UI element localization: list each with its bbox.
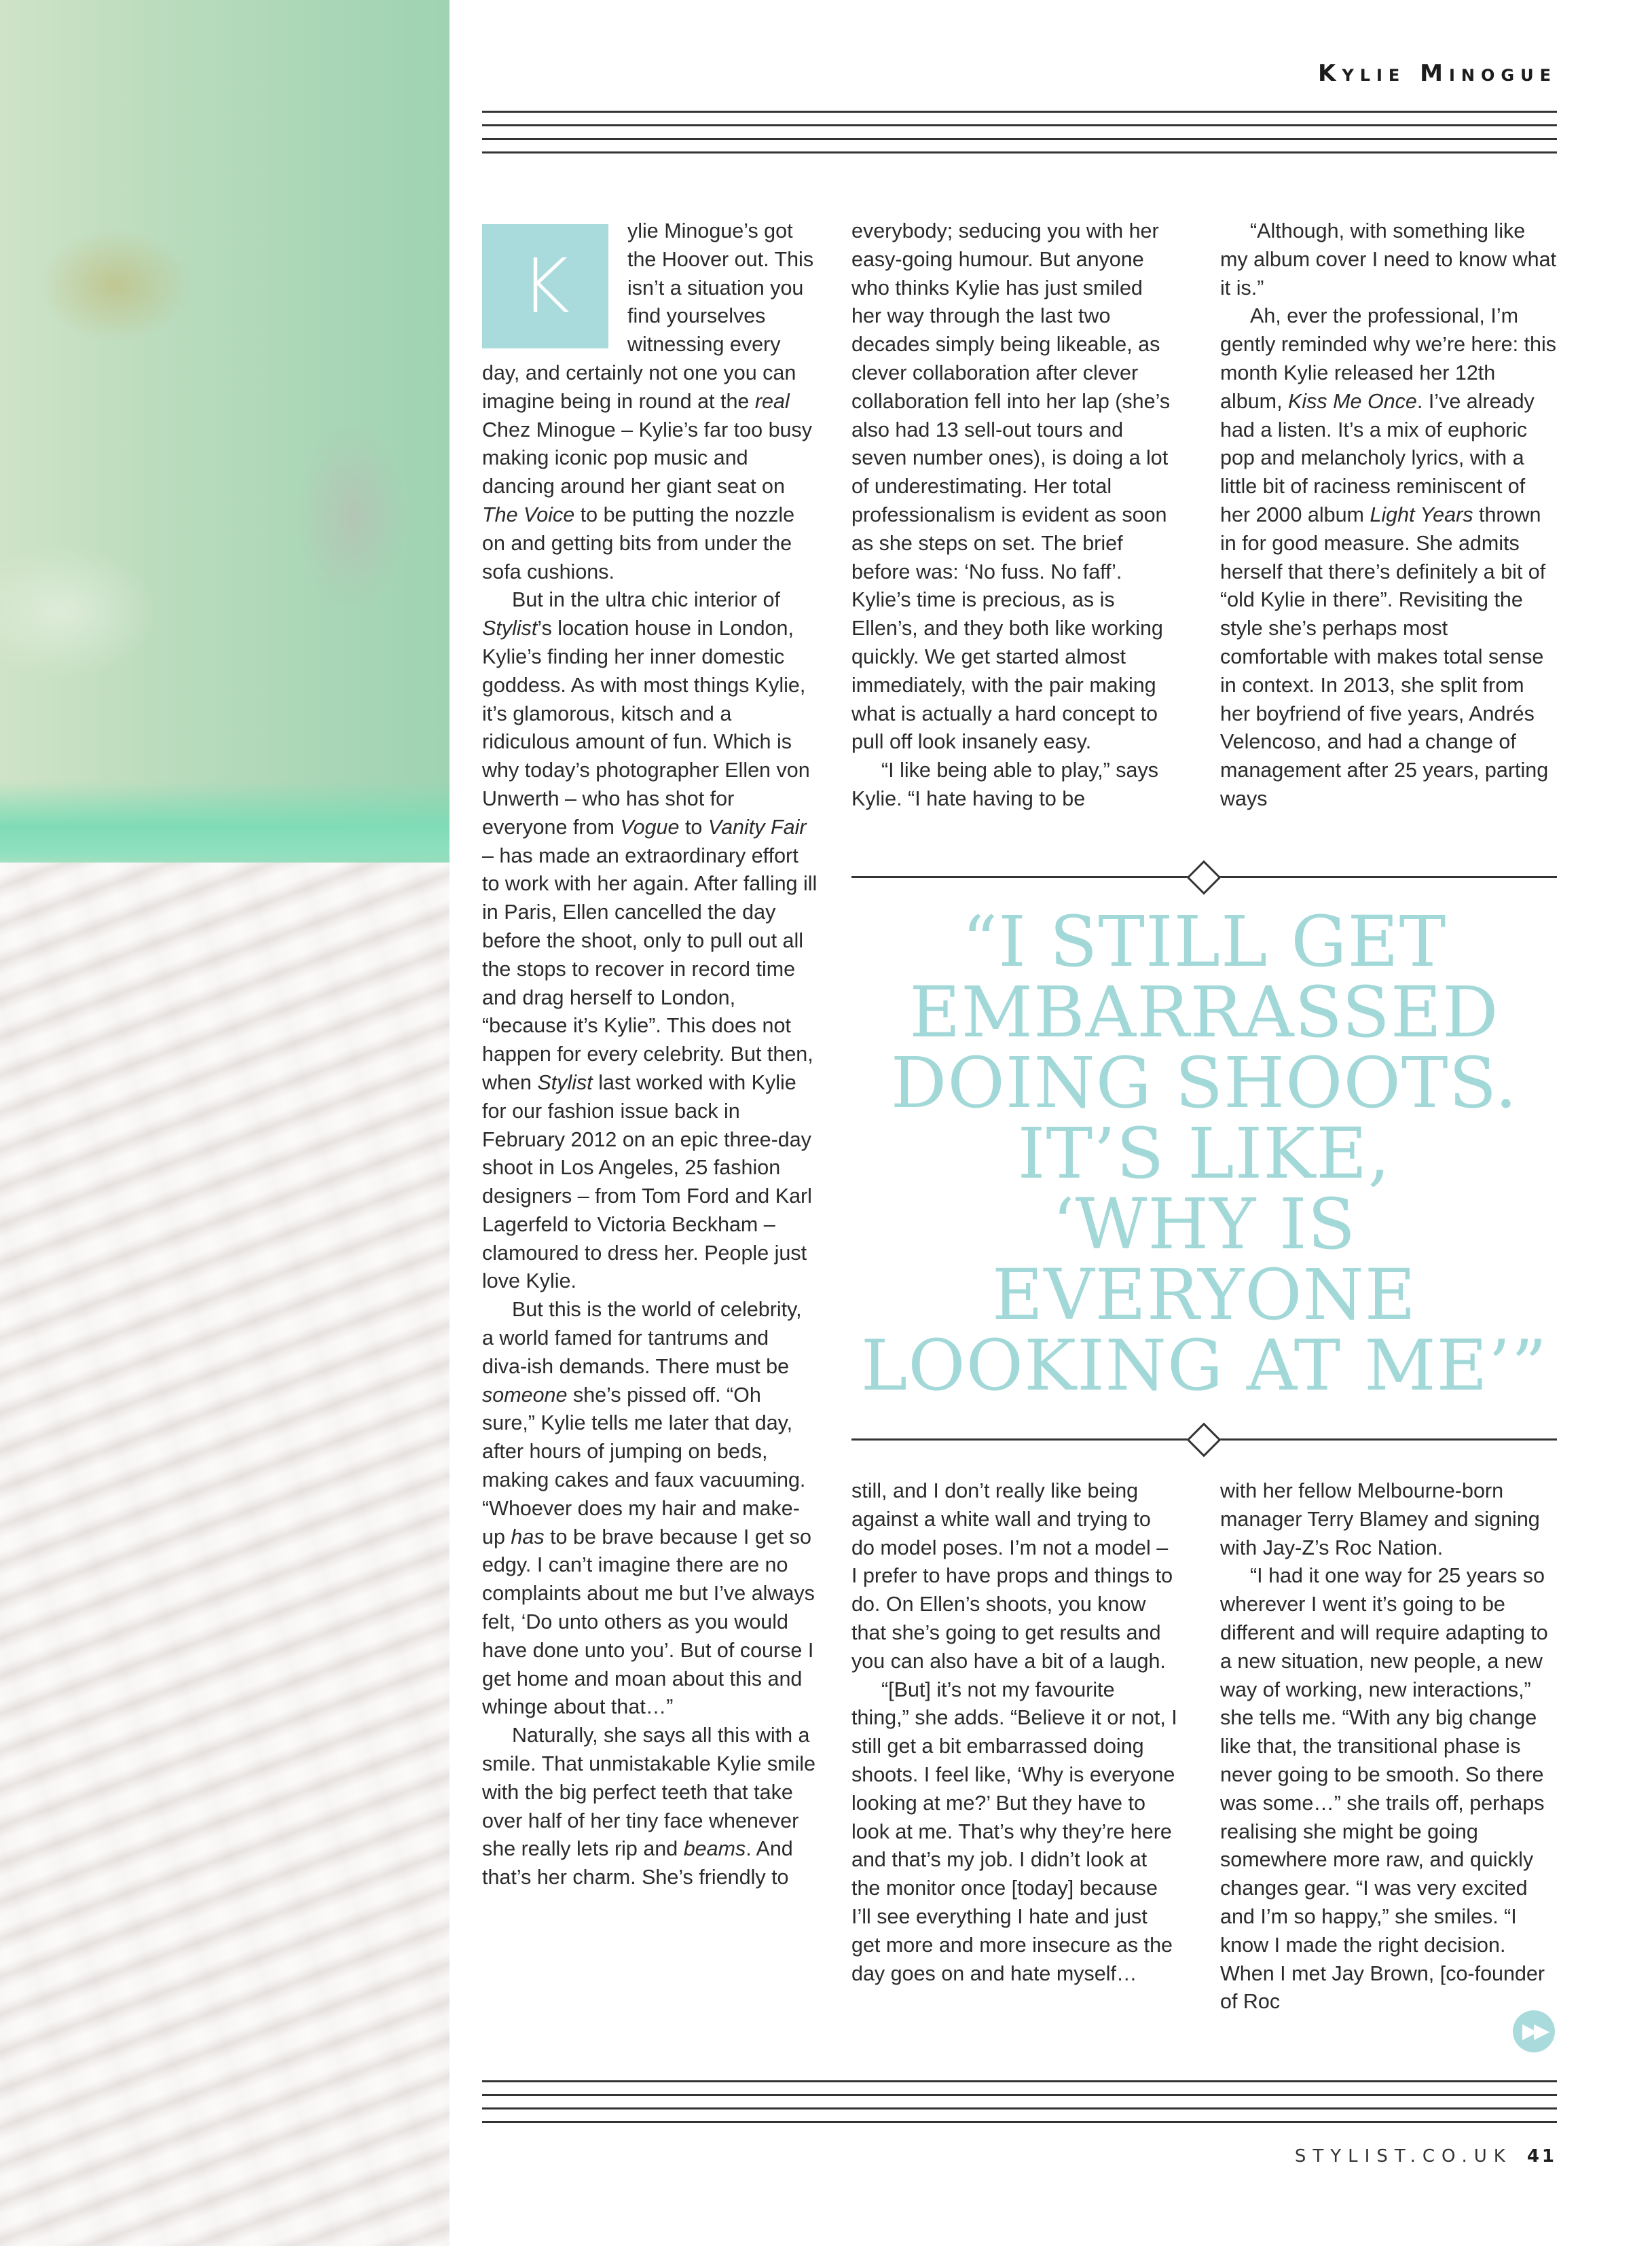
paragraph: ylie Minogue’s got the Hoover out. This isn’t a situation you find yourselves witnessing every day, and certainly not one you can imagine being in round at the real Chez Minogue – Kylie’s far too busy making iconic pop music and dancing around her giant seat on The Voice to be putting the nozzle on and getting bits from under the sofa cushions. [482,219,814,583]
paragraph: Ah, ever the professional, I’m gently reminded why we’re here: this month Kylie released her 12th album, Kiss Me Once. I’ve already had a listen. It’s a mix of euphoric pop and melancholy lyrics, with a little bit of raciness reminiscent of her 2000 album Light Years thrown in for good measure. She admits herself that there’s definitely a bit of “old Kylie in there”. Revisiting the style she’s perhaps most comfortable with makes total sense in context. In 2013, she split from her boyfriend of five years, Andrés Velencoso, and had a change of management after 25 years, parting ways [1220,304,1557,810]
page-footer [1295,2146,1557,2167]
pull-quote-line: “I STILL GET [961,901,1447,983]
diamond-ornament [1187,861,1222,895]
photo-white-quilt [0,863,449,2246]
pull-quote-line: DOING SHOOTS. [890,1043,1518,1124]
paragraph: But in the ultra chic interior of Stylist’s location house in London, Kylie’s finding her inner domestic goddess. As with most things Kylie, it’s glamorous, kitsch and a ridiculous amount of fun. Which is why today’s photographer Ellen von Unwerth – who has shot for everyone from Vogue to Vanity Fair – has made an extraordinary effort to work with her again. After falling ill in Paris, Ellen cancelled the day before the shoot, only to pull out all the stops to recover in record time and drag herself to London, “because it’s Kylie”. This does not happen for every celebrity. But then, when Stylist last worked with Kylie for our fashion issue back in February 2012 on an epic three-day shoot in Los Angeles, 25 fashion designers – from Tom Ford and Karl Lagerfeld to Victoria Beckham – clamoured to dress her. People just love Kylie. [482,588,818,1293]
pull-quote-line: LOOKING AT ME’” [860,1325,1548,1407]
footer-rules [482,2080,1557,2135]
paragraph: Naturally, she says all this with a smile. That unmistakable Kylie smile with the big perfect teeth that take over half of her tiny face whenever she really lets rip and beams. And that’s her charm. She’s friendly to [482,1724,816,1889]
paragraph: everybody; seducing you with her easy-going humour. But anyone who thinks Kylie has just smiled her way through the last two decades simply being likeable, as clever collaboration after clever collaboration fell into her lap (she’s also had 13 sell-out tours and seven number ones), is doing a lot of underestimating. Her total professionalism is evident as soon as she steps on set. The brief before was: ‘No fuss. No faff’. Kylie’s time is precious, as is Ellen’s, and they both like working quickly. We get started almost immediately, with the pair making what is actually a hard concept to pull off look insanely easy. [851,219,1171,754]
paragraph: “I like being able to play,” says Kylie. “I hate having to be [851,759,1158,810]
running-head: Kylie Minogue [1317,60,1557,87]
pull-quote-line: IT’S LIKE, [1017,1113,1391,1195]
article-column-4 [851,1477,1177,1988]
article-column-2 [851,217,1177,814]
paragraph: with her fellow Melbourne-born manager Terry Blamey and signing with Jay-Z’s Roc Nation. [1220,1479,1540,1559]
header-rules [482,111,1557,165]
photo-green-pillow [0,0,449,883]
article-column-3 [1220,217,1557,814]
article-column-5 [1220,1477,1557,2016]
pull-quote [851,901,1557,1407]
pull-quote-line: ‘WHY IS [1052,1184,1357,1265]
page-number: 41 [1526,2146,1557,2167]
pull-quote-line: EMBARRASSED [909,972,1499,1053]
diamond-ornament [1187,1423,1222,1457]
fast-forward-icon[interactable]: ▶▶ [1513,2010,1555,2052]
site-url: STYLIST.CO.UK [1294,2146,1512,2167]
paragraph: “Although, with something like my album cover I need to know what it is.” [1220,219,1557,300]
paragraph: “I had it one way for 25 years so wherever I went it’s going to be different and will require adapting to a new situation, new people, a new way of working, new interactions,” she tells me. “With any big change like that, the transitional phase is never going to be smooth. So there was some…” she trails off, perhaps realising she might be going somewhere more raw, and quickly changes gear. “I was very excited and I’m so happy,” she smiles. “I know I made the right decision. When I met Jay Brown, [co-founder of Roc [1220,1564,1548,2014]
drop-cap: K [482,224,608,348]
pull-quote-line: EVERYONE [992,1254,1416,1336]
paragraph: But this is the world of celebrity, a world famed for tantrums and diva-ish demands. There must be someone she’s pissed off. “Oh sure,” Kylie tells me later that day, after hours of jumping on beds, making cakes and faux vacuuming. “Whoever does my hair and make-up has to be brave because I get so edgy. I can’t imagine there are no complaints about me but I’ve always felt, ‘Do unto others as you would have done unto you’. But of course I get home and moan about this and whinge about that…” [482,1298,815,1719]
cover-photo [0,0,449,2246]
paragraph: still, and I don’t really like being against a white wall and trying to do model poses. I’m not a model – I prefer to have props and things to do. On Ellen’s shoots, you know that she’s going to get results and you can also have a bit of a laugh. [851,1479,1173,1673]
article-column-1 [482,217,819,1892]
paragraph: “[But] it’s not my favourite thing,” she adds. “Believe it or not, I still get a bit embarrassed doing shoots. I feel like, ‘Why is everyone looking at me?’ But they have to look at me. That’s why they’re here and that’s my job. I didn’t look at the monitor once [today] because I’ll see everything I hate and just get more and more insecure as the day goes on and hate myself… [851,1678,1177,1985]
